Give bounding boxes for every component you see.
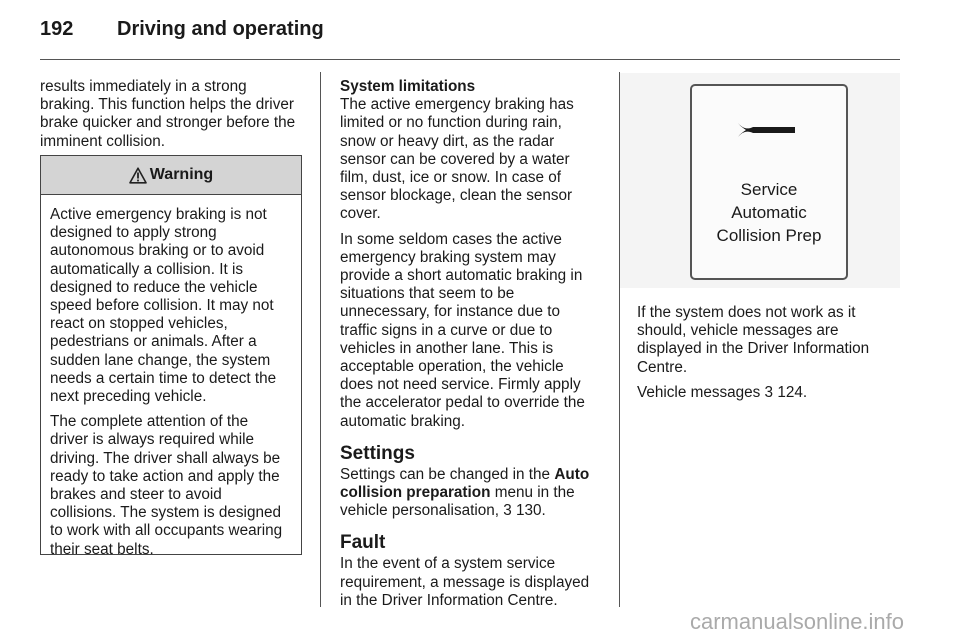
vehicle-messages-paragraph <box>637 384 899 402</box>
page-title: Driving and operating <box>117 18 324 40</box>
text-line: imminent collision. <box>40 132 165 150</box>
seldom-cases-paragraph <box>340 231 602 431</box>
text-line: situations that seem to be <box>340 285 515 303</box>
text-line: react on stopped vehicles, <box>50 315 228 333</box>
text-line: in the Driver Information Centre. <box>340 591 558 609</box>
warning-paragraph-1 <box>50 206 292 406</box>
text-line: sensor can be covered by a water <box>340 150 570 168</box>
column-2 <box>340 78 602 617</box>
text-line: speed before collision. It may not <box>50 297 274 315</box>
text-line: cover. <box>340 205 381 223</box>
page-number: 192 <box>40 18 74 40</box>
fault-heading: Fault <box>340 532 386 554</box>
text-line: film, dust, ice or snow. In case of <box>340 169 562 187</box>
warning-triangle-icon <box>129 167 147 184</box>
text-line: their seat belts. <box>50 540 154 558</box>
warning-title: Warning <box>149 166 214 183</box>
column-1 <box>40 78 308 158</box>
text-line: automatically a collision. It is <box>50 260 243 278</box>
text-line: brakes and steer to avoid <box>50 486 222 504</box>
display-message <box>692 178 846 247</box>
text-line: ready to take action and apply the <box>50 467 280 485</box>
text-line: brake quicker and stronger before the <box>40 114 296 132</box>
text-line: displayed in the Driver Information <box>637 340 870 358</box>
display-line: Collision Prep <box>716 226 822 245</box>
text-line <box>340 484 602 502</box>
menu-name: collision preparation <box>340 484 491 502</box>
page-ref-link[interactable]: 130. <box>516 502 546 520</box>
text-line: sensor blockage, clean the sensor <box>340 187 573 205</box>
text-line: acceptable operation, the vehicle <box>340 358 564 376</box>
text-line: automatic braking. <box>340 412 465 430</box>
warning-header <box>41 156 301 195</box>
text-line: to work with all occupants wearing <box>50 522 283 540</box>
limitations-paragraph <box>340 78 602 224</box>
text-line: driving. The driver shall always be <box>50 449 281 467</box>
fault-paragraph <box>340 555 602 610</box>
text-line: driver is always required while <box>50 431 255 449</box>
display-line: Automatic <box>731 203 807 222</box>
page-ref-link[interactable]: 124. <box>777 383 808 401</box>
menu-name: Auto <box>554 465 590 483</box>
text-line <box>340 502 602 520</box>
text-line: should, vehicle messages are <box>637 322 839 340</box>
text-line: In some seldom cases the active <box>340 230 562 248</box>
text-line: braking. This function helps the driver <box>40 96 294 114</box>
text-line: In the event of a system service <box>340 555 556 573</box>
intro-paragraph <box>40 78 308 151</box>
header-divider <box>40 59 900 60</box>
warning-box <box>40 155 302 558</box>
text-line: results immediately in a strong <box>40 78 247 95</box>
text-line <box>637 384 899 402</box>
text-line <box>340 466 602 484</box>
display-illustration <box>620 73 900 288</box>
page-ref-arrow-icon: 3 <box>764 383 774 401</box>
text-line: designed to reduce the vehicle <box>50 278 258 296</box>
display-line: Service <box>740 180 798 199</box>
text-run: Settings can be changed in the <box>340 465 555 483</box>
text-line: limited or no function during rain, <box>340 114 562 132</box>
text-line: does not need service. Firmly apply <box>340 376 581 394</box>
watermark: carmanualsonline.info <box>690 609 905 634</box>
driver-info-display <box>690 84 848 280</box>
text-line: the accelerator pedal to override the <box>340 394 585 412</box>
text-line: traffic signs in a curve or due to <box>340 321 553 339</box>
text-line: collisions. The system is designed <box>50 504 281 522</box>
warning-body <box>41 195 301 559</box>
column-divider-1 <box>320 72 321 607</box>
text-line: If the system does not work as it <box>637 304 856 321</box>
wrench-icon <box>735 118 805 142</box>
text-line: vehicles in another lane. This is <box>340 339 554 357</box>
text-line: next preceding vehicle. <box>50 388 207 406</box>
text-line: sudden lane change, the system <box>50 351 271 369</box>
text-line: Active emergency braking is not <box>50 206 267 223</box>
text-line: Centre. <box>637 358 688 376</box>
text-line: provide a short automatic braking in <box>340 267 583 285</box>
settings-paragraph <box>340 466 602 521</box>
text-line: pedestrians or animals. After a <box>50 333 257 351</box>
text-line: unnecessary, for instance due to <box>340 303 560 321</box>
system-messages-paragraph <box>637 304 899 377</box>
text-line: The complete attention of the <box>50 413 249 431</box>
text-line: The active emergency braking has <box>340 96 574 114</box>
settings-heading: Settings <box>340 442 415 464</box>
page-ref-arrow-icon: 3 <box>503 502 512 520</box>
text-line: designed to apply strong <box>50 224 217 242</box>
column-3 <box>637 304 899 409</box>
text-run: menu in the <box>490 484 575 502</box>
warning-paragraph-2 <box>50 413 292 559</box>
text-line: snow or heavy dirt, as the radar <box>340 132 555 150</box>
text-line: emergency braking system may <box>340 248 556 266</box>
text-line: autonomous braking or to avoid <box>50 242 265 260</box>
limitations-heading: System limitations <box>340 78 476 95</box>
text-run: Vehicle messages <box>637 383 765 401</box>
text-line: needs a certain time to detect the <box>50 369 277 387</box>
text-run: vehicle personalisation, <box>340 502 504 520</box>
text-line: requirement, a message is displayed <box>340 573 590 591</box>
